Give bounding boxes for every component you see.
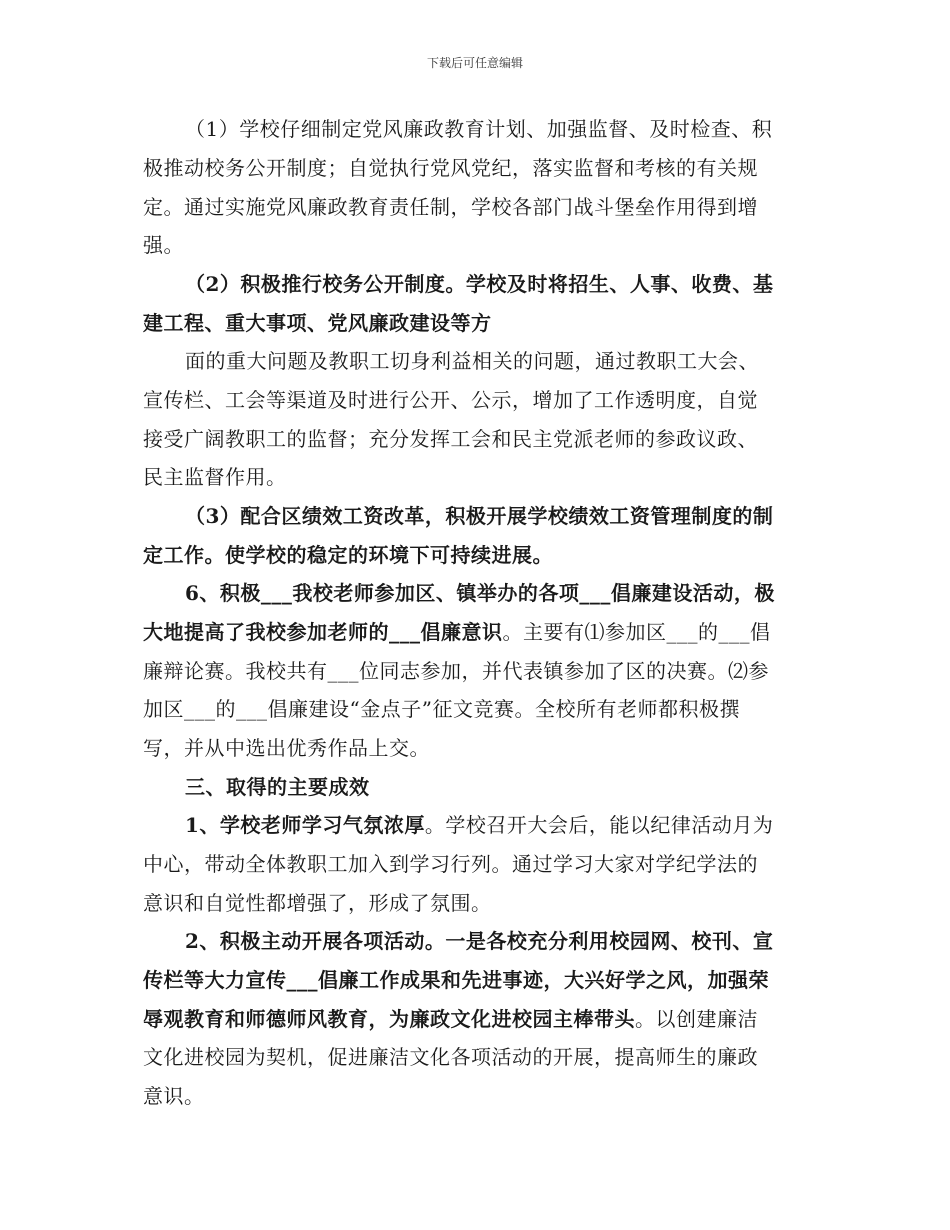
paragraph-line: 接受广阔教职工的监督；充分发挥工会和民主党派老师的参政议政、 — [143, 427, 758, 451]
paragraph-line: 加区___的___倡廉建设“金点子”征文竞赛。全校所有老师都积极撰 — [143, 697, 740, 721]
paragraph-line: 中心，带动全体教职工加入到学习行列。通过学习大家对学纪学法的 — [143, 852, 758, 876]
paragraph-line: 传栏等大力宣传___倡廉工作成果和先进事迹，大兴好学之风，加强荣 — [143, 968, 769, 992]
paragraph-line: 6、积极___我校老师参加区、镇举办的各项___倡廉建设活动，极 — [185, 581, 775, 605]
paragraph-line: 定工作。使学校的稳定的环境下可持续进展。 — [143, 543, 553, 567]
paragraph-line: （1）学校仔细制定党风廉政教育计划、加强监督、及时检查、积 — [185, 117, 773, 141]
section-heading: 三、取得的主要成效 — [185, 775, 370, 799]
paragraph-line: 意识。 — [143, 1084, 205, 1108]
paragraph-line: 民主监督作用。 — [143, 465, 287, 489]
bold-lead: 辱观教育和师德师风教育，为廉政文化进校园主棒带头 — [143, 1007, 635, 1031]
paragraph-line: 极推动校务公开制度；自觉执行党风党纪，落实监督和考核的有关规 — [143, 156, 758, 180]
paragraph-line: 廉辩论赛。我校共有___位同志参加，并代表镇参加了区的决赛。⑵参 — [143, 659, 769, 683]
paragraph-line: 强。 — [143, 233, 184, 257]
page-header: 下载后可任意编辑 — [426, 56, 523, 70]
paragraph-line — [143, 618, 771, 646]
paragraph-line: 面的重大问题及教职工切身利益相关的问题，通过教职工大会、 — [185, 349, 759, 373]
paragraph-line: 宣传栏、工会等渠道及时进行公开、公示，增加了工作透明度，自觉 — [143, 388, 758, 412]
paragraph-line — [143, 1005, 758, 1033]
bold-lead: 1、学校老师学习气氛浓厚 — [185, 813, 425, 837]
paragraph-line: 意识和自觉性都增强了，形成了氛围。 — [143, 891, 492, 915]
regular-text: 。学校召开大会后，能以纪律活动月为 — [424, 813, 774, 837]
bold-lead: 大地提高了我校参加老师的___倡廉意识 — [143, 620, 503, 644]
paragraph-line: 建工程、重大事项、党风廉政建设等方 — [143, 311, 492, 335]
paragraph-line — [185, 811, 773, 839]
paragraph-line: （2）积极推行校务公开制度。学校及时将招生、人事、收费、基 — [185, 272, 774, 296]
paragraph-line: 2、积极主动开展各项活动。一是各校充分利用校园网、校刊、宣 — [185, 929, 774, 953]
paragraph-line: 文化进校园为契机，促进廉洁文化各项活动的开展，提高师生的廉政 — [143, 1045, 758, 1069]
paragraph-line: 写，并从中选出优秀作品上交。 — [143, 736, 430, 760]
paragraph-line: 定。通过实施党风廉政教育责任制，学校各部门战斗堡垒作用得到增 — [143, 195, 758, 219]
regular-text: 。主要有⑴参加区___的___倡 — [502, 620, 771, 644]
paragraph-line: （3）配合区绩效工资改革，积极开展学校绩效工资管理制度的制 — [185, 504, 774, 528]
regular-text: 。以创建廉洁 — [635, 1007, 758, 1031]
